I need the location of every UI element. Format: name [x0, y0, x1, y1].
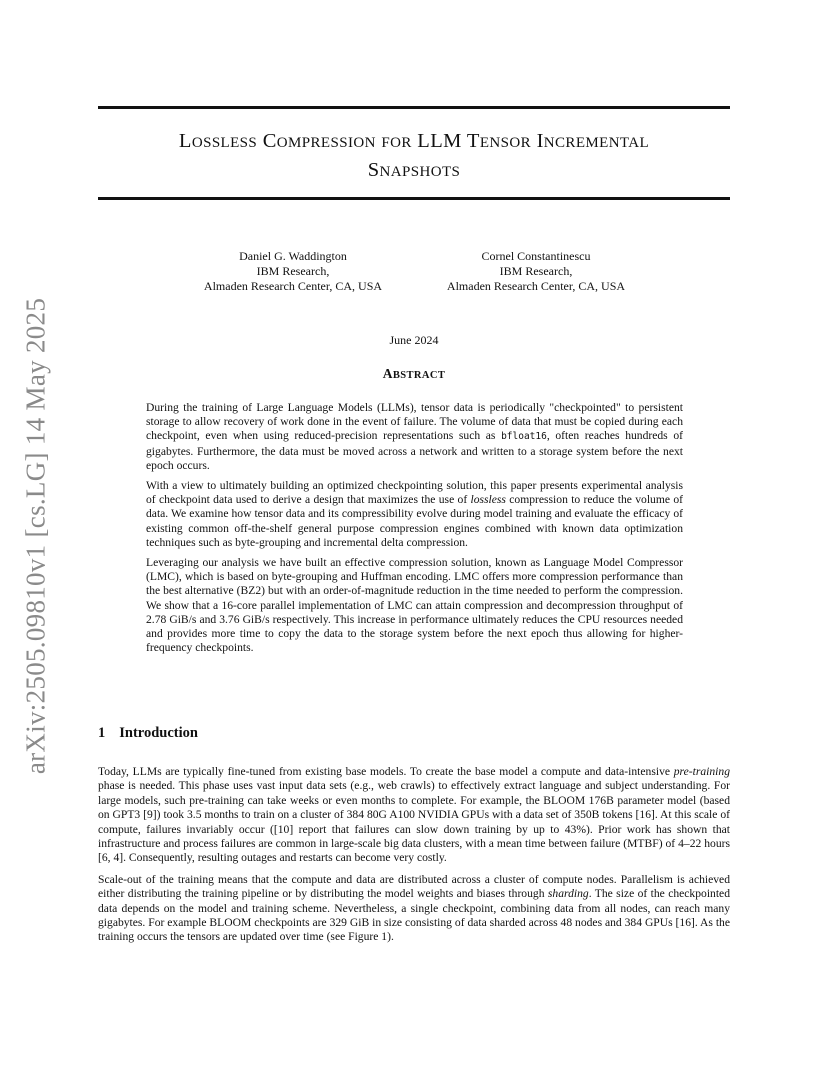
abstract-paragraph-1: During the training of Large Language Models (LLMs), tensor data is periodically "checkpointed" to persistent storage to allow recovery of work done in the event of failure. The volume of data that must be copied during each checkpoint, even when using reduced-precision representations such as bfloat16, often reaches hundreds of gigabytes. Furthermore, the data must be moved across a network and written to a storage system before the next epoch occurs.: [146, 401, 683, 472]
abstract-paragraph-2: With a view to ultimately building an optimized checkpointing solution, this paper presents experimental analysis of checkpoint data used to derive a design that maximizes the use of lossless compression to reduce the volume of data. We examine how tensor data and its compressibility evolve during model training and evaluate the efficacy of existing common off-the-shelf general purpose compression engines combined with known data optimization techniques such as byte-grouping and incremental delta compression.: [146, 479, 683, 549]
title-rule-bottom: [98, 197, 730, 200]
author-block-1: [180, 249, 406, 294]
paper-title: [98, 128, 730, 186]
paper-date: June 2024: [389, 333, 439, 347]
section-number: 1: [98, 725, 106, 741]
title-line-2: SNAPSHOTS: [367, 159, 461, 181]
title-line-1: LOSSLESS COMPRESSION FOR LLM TENSOR INCREMENTAL: [178, 130, 650, 152]
introduction-body: [98, 765, 730, 952]
author-affiliation: IBM Research,: [499, 264, 573, 278]
author-block-2: [424, 249, 648, 294]
arxiv-sidebar: [0, 0, 60, 1072]
abstract-paragraph-3: Leveraging our analysis we have built an effective compression solution, known as Language Model Compressor (LMC), which is based on byte-grouping and Huffman encoding. LMC offers more compression performance than the best alternative (BZ2) but with an order-of-magnitude reduction in the time needed to perform the compression. We show that a 16-core parallel implementation of LMC can attain compression and decompression throughput of 2.78 GiB/s and 3.76 GiB/s respectively. This increase in performance ultimately reduces the CPU resources needed and provides more time to copy the data to the storage system before the next epoch thus allowing for higher-frequency checkpoints.: [146, 556, 683, 655]
author-name: Cornel Constantinescu: [481, 249, 591, 263]
author-affiliation: IBM Research,: [256, 264, 330, 278]
abstract-body: [146, 401, 683, 661]
abstract-heading: ABSTRACT: [382, 366, 446, 381]
body-paragraph-1: Today, LLMs are typically fine-tuned from existing base models. To create the base model a compute and data-intensive pre-training phase is needed. This phase uses vast input data sets (e.g., web crawls) to effectively extract language and subject understanding. For large models, such pre-training can take weeks or even months to complete. For example, the BLOOM 176B parameter model (based on GPT3 [9]) took 3.5 months to train on a cluster of 384 80G A100 NVIDIA GPUs with a data set of 350B tokens [16]. At this scale of compute, failures invariably occur ([10] report that failures can slow down training by up to 43%). Prior work has shown that infrastructure and process failures are common in large-scale big data clusters, with a mean time between failure (MTBF) of 4–22 hours [6, 4]. Consequently, resulting outages and restarts can become very costly.: [98, 765, 730, 865]
author-name: Daniel G. Waddington: [239, 249, 347, 263]
section-heading-introduction: [98, 725, 198, 742]
inline-code: bfloat16: [501, 431, 547, 443]
author-location: Almaden Research Center, CA, USA: [203, 279, 383, 293]
section-title: Introduction: [119, 725, 198, 741]
body-paragraph-2: Scale-out of the training means that the compute and data are distributed across a cluster of compute nodes. Parallelism is achieved either distributing the training pipeline or by distributing the model weights and biases through sharding. The size of the checkpointed data depends on the model and training scheme. Nevertheless, a single checkpoint, combining data from all nodes, can reach many gigabytes. For example BLOOM checkpoints are 329 GiB in size consisting of data sharded across 48 nodes and 384 GPUs [16]. As the training occurs the tensors are updated over time (see Figure 1).: [98, 872, 730, 944]
title-rule-top: [98, 106, 730, 109]
author-location: Almaden Research Center, CA, USA: [446, 279, 626, 293]
arxiv-identifier: arXiv:2505.09810v1 [cs.LG] 14 May 2025: [20, 297, 51, 775]
